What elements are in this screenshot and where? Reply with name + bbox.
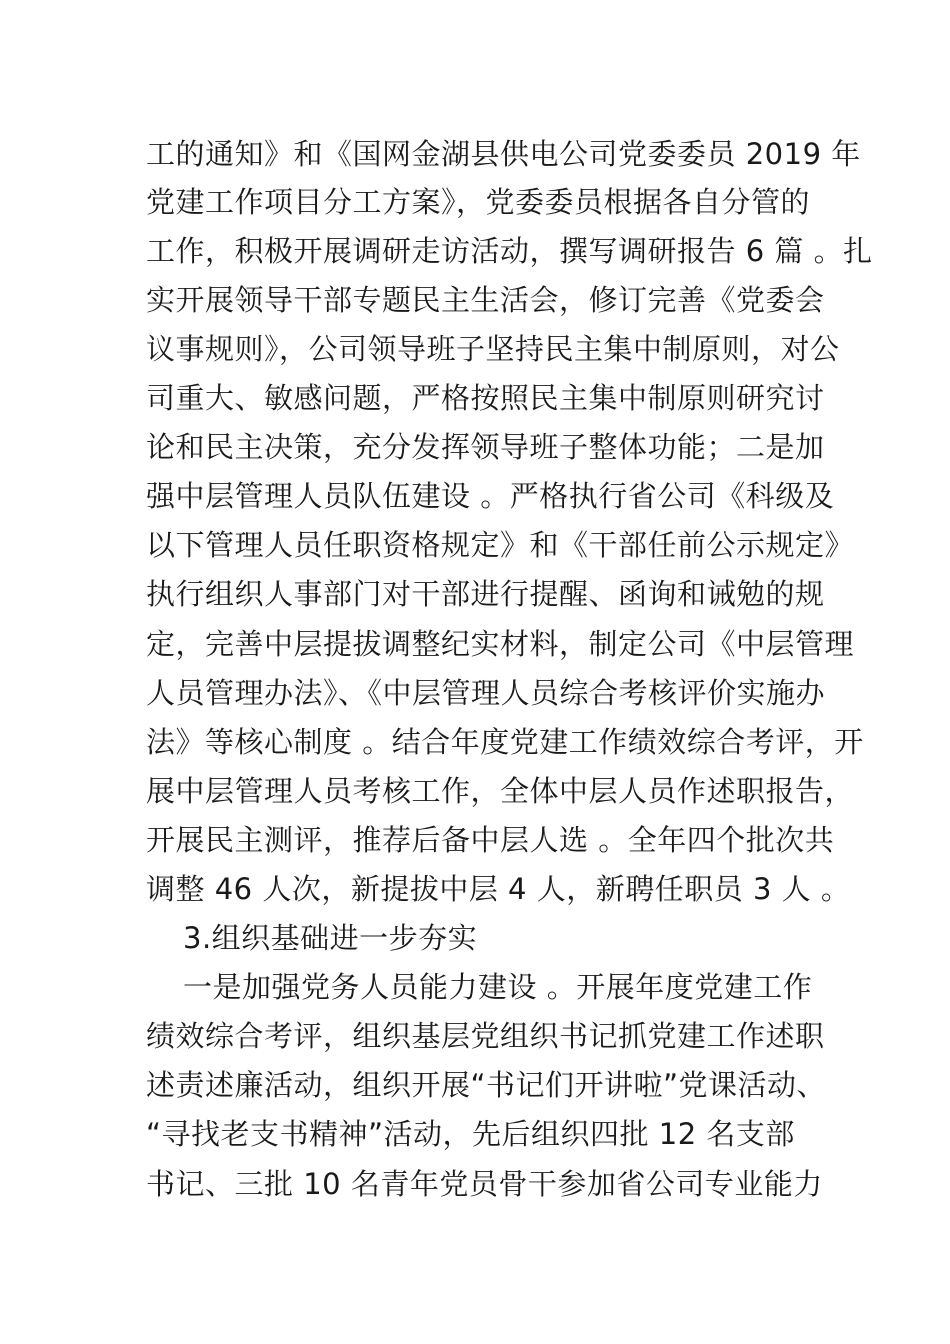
body-text-line: 论和民主决策，充分发挥领导班子整体功能；二是加	[146, 430, 825, 464]
body-text-line: 以下管理人员任职资格规定》和《干部任前公示规定》	[146, 528, 855, 562]
body-text-line: 强中层管理人员队伍建设 。严格执行省公司《科级及	[146, 479, 835, 513]
body-text-line: 定，完善中层提拔调整纪实材料，制定公司《中层管理	[146, 627, 855, 661]
body-text-line: 执行组织人事部门对干部进行提醒、函询和诫勉的规	[146, 577, 825, 611]
body-text-line: 司重大、敏感问题，严格按照民主集中制原则研究讨	[146, 381, 825, 415]
body-text-line: 开展民主测评，推荐后备中层人选 。全年四个批次共	[146, 823, 835, 857]
section-heading: 3.组织基础进一步夯实	[183, 921, 478, 955]
body-text-line: 绩效综合考评，组织基层党组织书记抓党建工作述职	[146, 1019, 825, 1053]
body-text-line: 实开展领导干部专题民主生活会，修订完善《党委会	[146, 283, 825, 317]
body-text-line: 调整 46 人次，新提拔中层 4 人，新聘任职员 3 人 。	[146, 872, 851, 906]
body-text-line: 展中层管理人员考核工作，全体中层人员作述职报告，	[146, 774, 855, 808]
body-text-line: 述责述廉活动，组织开展“书记们开讲啦”党课活动、	[146, 1068, 827, 1102]
body-text-line: “寻找老支书精神”活动，先后组织四批 12 名支部	[146, 1117, 795, 1151]
body-text-line: 一是加强党务人员能力建设 。开展年度党建工作	[183, 970, 813, 1004]
body-text-line: 党建工作项目分工方案》，党委委员根据各自分管的	[146, 185, 811, 219]
body-text-line: 工作，积极开展调研走访活动，撰写调研报告 6 篇 。扎	[146, 234, 873, 268]
body-text-line: 议事规则》，公司领导班子坚持民主集中制原则，对公	[146, 332, 840, 366]
body-text-line: 书记、三批 10 名青年党员骨干参加省公司专业能力	[146, 1167, 823, 1201]
body-text-line: 法》等核心制度 。结合年度党建工作绩效综合考评，开	[146, 725, 864, 759]
body-text-line: 工的通知》和《国网金湖县供电公司党委委员 2019 年	[146, 137, 861, 171]
body-text-line: 人员管理办法》、《中层管理人员综合考核评价实施办	[146, 676, 826, 710]
